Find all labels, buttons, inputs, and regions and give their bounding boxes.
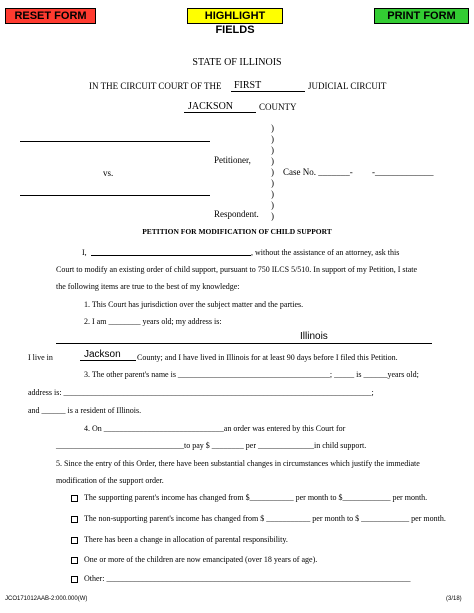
address-line[interactable] [56, 343, 432, 344]
allocation-change-checkbox[interactable] [71, 537, 78, 544]
highlight-fields-button[interactable]: HIGHLIGHT FIELDS [187, 8, 283, 24]
other-parent-address[interactable]: address is: _____________________________________________________________________________; [28, 388, 374, 397]
county-underline [184, 112, 256, 113]
non-supporting-income-checkbox[interactable] [71, 516, 78, 523]
address-state-field[interactable]: Illinois [300, 331, 328, 342]
print-form-button[interactable]: PRINT FORM [374, 8, 469, 24]
caption-paren: ) [271, 123, 274, 133]
caption-paren: ) [271, 167, 274, 177]
petition-title: PETITION FOR MODIFICATION OF CHILD SUPPORT [142, 227, 332, 236]
item-4-text: 4. On ______________________________an order was entered by this Court for [84, 424, 346, 433]
caption-paren: ) [271, 178, 274, 188]
revision-date: (3/18) [446, 596, 462, 602]
respondent-label: Respondent. [214, 209, 259, 219]
caption-paren: ) [271, 200, 274, 210]
petitioner-label: Petitioner, [214, 155, 251, 165]
item-4-line2: ________________________________to pay $ ________ per ______________in child support. [56, 441, 367, 450]
case-no-suffix-field[interactable]: -_____________ [372, 167, 434, 177]
intro-line1-end: , without the assistance of an attorney, ask this [251, 248, 400, 257]
supporting-income-checkbox[interactable] [71, 495, 78, 502]
case-no-field[interactable]: Case No. _______- [283, 167, 353, 177]
allocation-change-label: There has been a change in allocation of parental responsibility. [84, 535, 288, 544]
caption-paren: ) [271, 156, 274, 166]
residence-line: and ______ is a resident of Illinois. [28, 406, 142, 415]
item-5-text: 5. Since the entry of this Order, there have been substantial changes in circumstances which justify the immediate [56, 459, 420, 468]
vs-label: vs. [103, 168, 114, 178]
county-residence-underline [80, 360, 136, 361]
county-residence-field[interactable]: Jackson [84, 349, 121, 360]
petitioner-name-line[interactable] [20, 141, 210, 142]
live-in-prefix: I live in [28, 353, 53, 362]
petitioner-name-field[interactable] [91, 255, 251, 256]
county-label: COUNTY [259, 102, 297, 112]
other-checkbox[interactable] [71, 576, 78, 583]
court-prefix: IN THE CIRCUIT COURT OF THE [89, 81, 222, 91]
item-5-line2: modification of the support order. [56, 476, 164, 485]
circuit-field[interactable]: FIRST [234, 80, 262, 91]
non-supporting-income-label: The non-supporting parent's income has changed from $ ___________ per month to $ ____________ per month. [84, 514, 446, 523]
county-field[interactable]: JACKSON [188, 101, 234, 112]
item-1-text: 1. This Court has jurisdiction over the subject matter and the parties. [84, 300, 304, 309]
other-label: Other: ____________________________________________________________________________ [84, 574, 411, 583]
intro-line3: the following items are true to the best of my knowledge: [56, 282, 240, 291]
court-suffix: JUDICIAL CIRCUIT [308, 81, 387, 91]
caption-paren: ) [271, 189, 274, 199]
caption-paren: ) [271, 134, 274, 144]
intro-line1-start: I, [82, 248, 87, 257]
emancipated-label: One or more of the children are now emancipated (over 18 years of age). [84, 555, 318, 564]
supporting-income-label: The supporting parent's income has changed from $___________ per month to $____________ per month. [84, 493, 428, 502]
item-3-text: 3. The other parent's name is ______________________________________; _____ is ______years old; [84, 370, 419, 379]
emancipated-checkbox[interactable] [71, 557, 78, 564]
form-code: JCO171012AAB-2:000.000(W) [5, 596, 88, 602]
caption-paren: ) [271, 145, 274, 155]
intro-line2: Court to modify an existing order of child support, pursuant to 750 ILCS 5/510. In support of my Petition, I state [56, 265, 418, 274]
live-in-suffix: County; and I have lived in Illinois for at least 90 days before I filed this Petition. [137, 353, 398, 362]
item-2-text: 2. I am ________ years old; my address is: [84, 317, 222, 326]
caption-paren: ) [271, 211, 274, 221]
state-heading: STATE OF ILLINOIS [192, 57, 282, 68]
reset-form-button[interactable]: RESET FORM [5, 8, 96, 24]
respondent-name-line[interactable] [20, 195, 210, 196]
circuit-underline [231, 91, 305, 92]
